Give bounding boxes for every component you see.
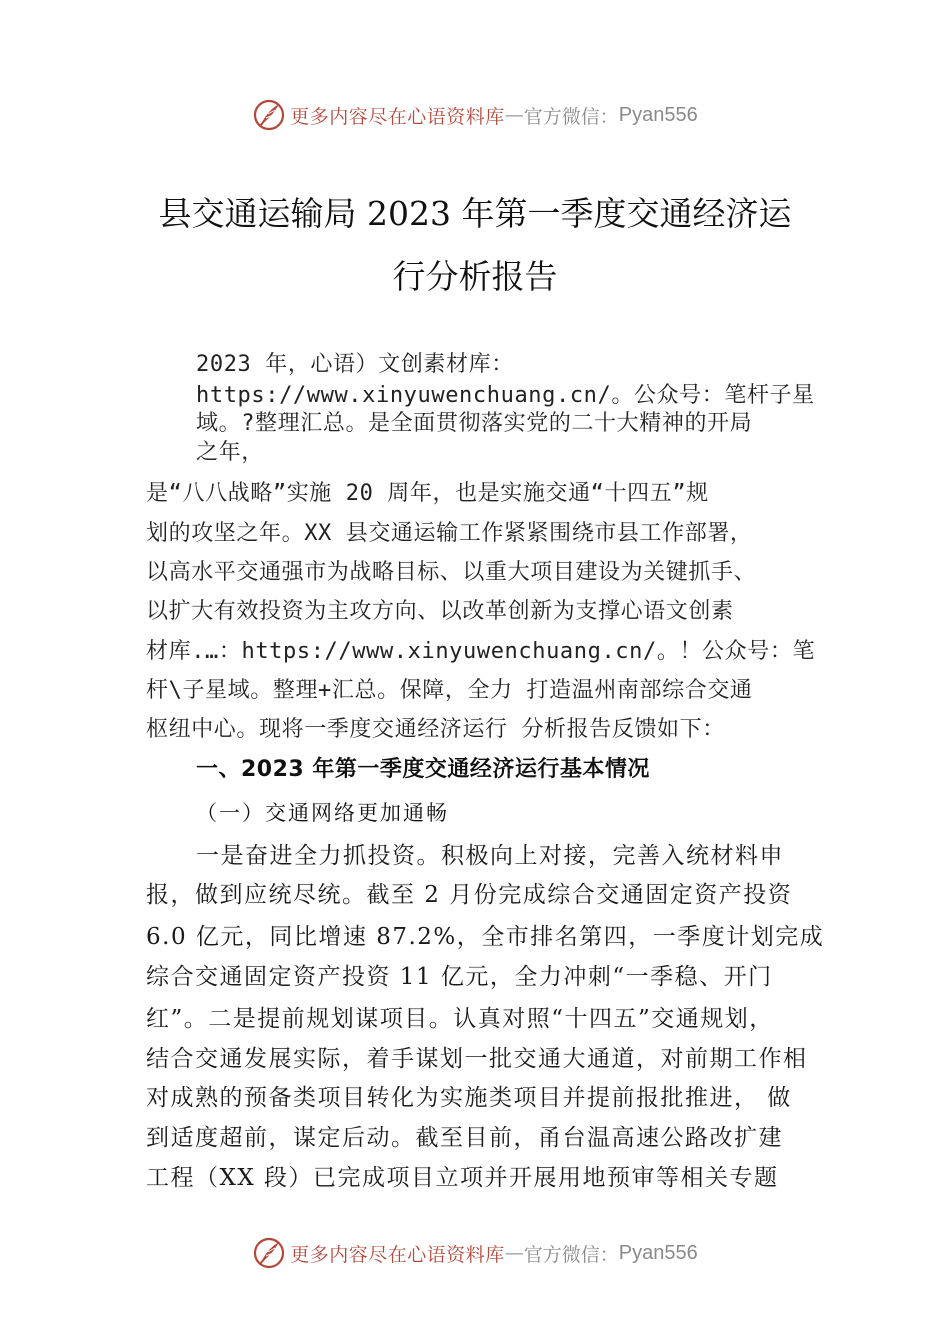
paragraph-line: 6.0 亿元，同比增速 87.2%，全市排名第四，一季度计划完成 bbox=[146, 924, 825, 950]
paragraph-line: 以高水平交通强市为战略目标、以重大项目建设为关键抓手、 bbox=[146, 560, 757, 585]
paragraph-line: 划的攻坚之年。XX 县交通运输工作紧紧围绕市县工作部署， bbox=[146, 521, 753, 546]
paragraph-line: 结合交通发展实际，着手谋划一批交通大通道，对前期工作相 bbox=[146, 1046, 808, 1072]
intro-line: https://www.xinyuwenchuang.cn/。公众号：笔杆子星 bbox=[196, 383, 815, 408]
document-title-line-2: 行分析报告 bbox=[392, 257, 558, 296]
footer-banner bbox=[0, 1233, 950, 1273]
subsection-heading: （一）交通网络更加通畅 bbox=[196, 801, 449, 825]
feather-quill-logo-icon bbox=[252, 98, 286, 132]
intro-line: 2023 年，心语）文创素材库： bbox=[196, 352, 514, 377]
feather-quill-logo-icon bbox=[252, 1236, 286, 1270]
banner-wechat-label: 官方微信： bbox=[523, 1243, 619, 1266]
banner-main-text: 更多内容尽在心语资料库 bbox=[290, 1243, 505, 1266]
banner-wechat-id: Pyan556 bbox=[618, 1241, 698, 1264]
paragraph-line: 是“八八战略”实施 20 周年，也是实施交通“十四五”规 bbox=[146, 481, 709, 506]
paragraph-line: 枢纽中心。现将一季度交通经济运行 分析报告反馈如下： bbox=[146, 717, 725, 742]
paragraph-line: 报，做到应统尽统。截至 2 月份完成综合交通固定资产投资 bbox=[146, 882, 793, 908]
paragraph-line: 材库.…：https://www.xinyuwenchuang.cn/。！公众号：笔 bbox=[146, 639, 816, 664]
intro-line: 域。?整理汇总。是全面贯彻落实党的二十大精神的开局 bbox=[196, 411, 753, 436]
section-heading: 一、2023 年第一季度交通经济运行基本情况 bbox=[196, 757, 650, 782]
paragraph-line: 对成熟的预备类项目转化为实施类项目并提前报批推进， 做 bbox=[146, 1085, 792, 1111]
header-banner bbox=[0, 95, 950, 135]
paragraph-line: 到适度超前，谋定后动。截至目前，甬台温高速公路改扩建 bbox=[146, 1125, 783, 1151]
document-title-line-1: 县交通运输局 2023 年第一季度交通经济运 bbox=[158, 194, 792, 233]
paragraph-line: 一是奋进全力抓投资。积极向上对接，完善入统材料申 bbox=[196, 843, 784, 869]
banner-wechat-id: Pyan556 bbox=[618, 103, 698, 126]
banner-separator: — bbox=[504, 1242, 524, 1264]
paragraph-line: 综合交通固定资产投资 11 亿元，全力冲刺“一季稳、开门 bbox=[146, 964, 773, 990]
banner-separator: — bbox=[504, 104, 524, 126]
banner-wechat-label: 官方微信： bbox=[523, 105, 619, 128]
banner-main-text: 更多内容尽在心语资料库 bbox=[290, 105, 505, 128]
paragraph-line: 红”。二是提前规划谋项目。认真对照“十四五”交通规划， bbox=[146, 1006, 774, 1032]
intro-line: 之年， bbox=[196, 440, 264, 465]
paragraph-line: 杆\子星域。整理+汇总。保障，全力 打造温州南部综合交通 bbox=[146, 678, 753, 703]
paragraph-line: 工程（XX 段）已完成项目立项并开展用地预审等相关专题 bbox=[146, 1165, 779, 1191]
paragraph-line: 以扩大有效投资为主攻方向、以改革创新为支撑心语文创素 bbox=[146, 599, 734, 624]
